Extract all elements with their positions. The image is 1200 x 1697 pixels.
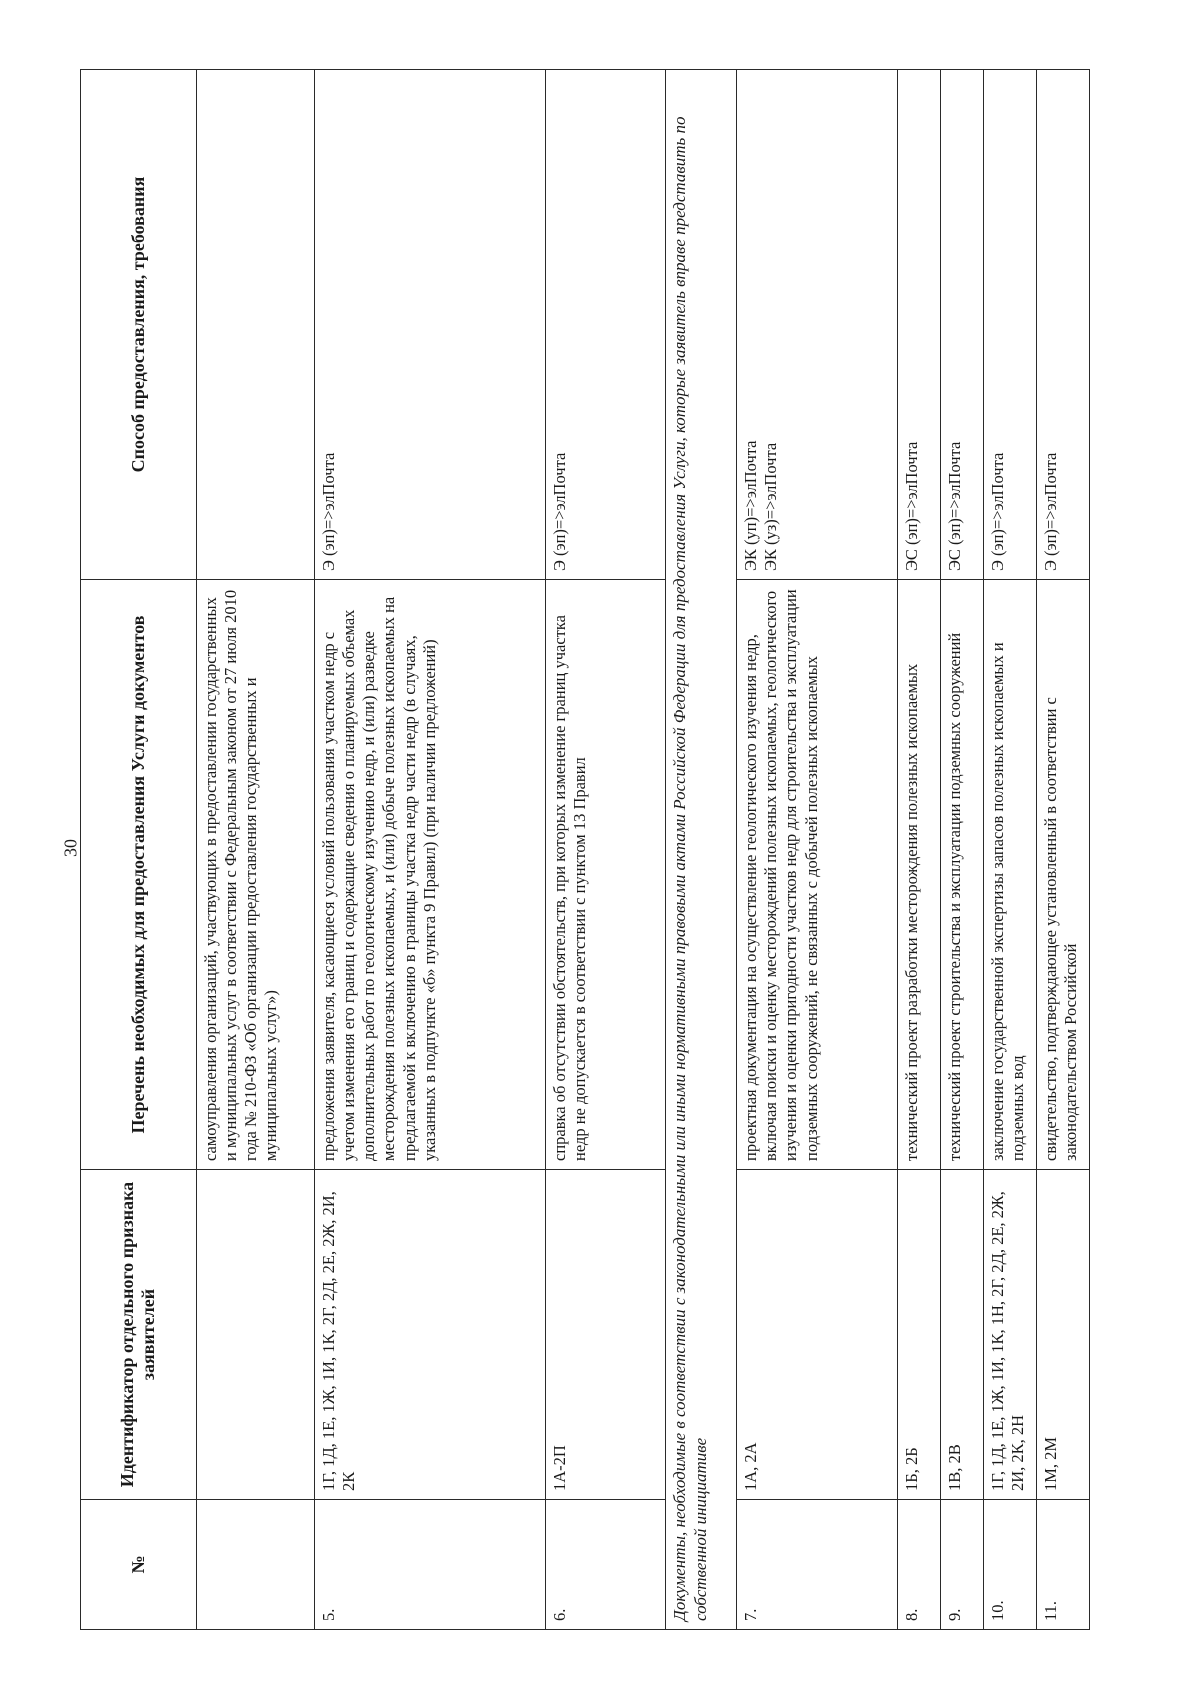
cell-method	[1037, 70, 1090, 580]
cell-docs: предложения заявителя, касающиеся условий пользования участком недр с учетом изменения его границ и содержащие сведения о планируемых объемах дополнительных работ по геологическому изучению недр, и (или) разведке месторождения полезных ископаемых, и (или) добыче полезных ископаемых на предлагаемой к включению в границы участка недр части недр (в случаях, указанных в подпункте «б» пункта 9 Правил) (при наличии предложений)	[315, 580, 546, 1170]
method-line: Э (эп)=>элПочта	[550, 452, 569, 571]
cell-docs: самоуправления организаций, участвующих в предоставлении государственных и муниципальных услуг в соответствии с Федеральным законом от 27 июля 2010 года № 210-ФЗ «Об организации предоставления государственных и муниципальных услуг»)	[196, 580, 314, 1170]
method-line: ЭК (уп)=>элПочта	[741, 440, 761, 571]
table-row	[315, 70, 546, 1630]
table-row-continuation	[196, 70, 314, 1630]
cell-num: 7.	[737, 1500, 898, 1630]
cell-method	[737, 70, 898, 580]
section-title: Документы, необходимые в соответствии с законодательными или иными нормативными правовыми актами Российской Федерации для предоставления Услуги, которые заявитель вправе представить по собственной инициативе	[666, 70, 737, 1630]
method-line: Э (эп)=>элПочта	[988, 452, 1008, 571]
cell-docs: технический проект строительства и эксплуатации подземных сооружений	[941, 580, 984, 1170]
header-num: №	[81, 1500, 197, 1630]
method-line: ЭС (эп)=>элПочта	[902, 441, 922, 571]
cell-num: 11.	[1037, 1500, 1090, 1630]
cell-docs: свидетельство, подтверждающее установленный в соответствии с законодательством Российской	[1037, 580, 1090, 1170]
cell-id: 1Г, 1Д, 1Е, 1Ж, 1И, 1К, 2Г, 2Д, 2Е, 2Ж, 2И, 2К	[315, 1170, 546, 1500]
cell-id: 1А-2П	[546, 1170, 666, 1500]
cell-method	[941, 70, 984, 580]
method-line: Э (эп)=>элПочта	[1041, 452, 1061, 571]
cell-num: 6.	[546, 1500, 666, 1630]
table-row	[984, 70, 1037, 1630]
page-number: 30	[60, 839, 81, 858]
cell-num	[196, 1500, 314, 1630]
cell-method	[315, 70, 546, 580]
cell-method	[898, 70, 941, 580]
cell-docs: справка об отсутствии обстоятельств, при которых изменение границ участка недр не допускается в соответствии с пунктом 13 Правил	[546, 580, 666, 1170]
method-line: Э (эп)=>элПочта	[319, 452, 339, 571]
cell-method	[546, 70, 666, 580]
table-row	[737, 70, 898, 1630]
table-header-row	[81, 70, 197, 1630]
table-row	[898, 70, 941, 1630]
header-method: Способ предоставления, требования	[81, 70, 197, 580]
cell-docs: технический проект разработки месторождения полезных ископаемых	[898, 580, 941, 1170]
cell-num: 9.	[941, 1500, 984, 1630]
header-id: Идентификатор отдельного признака заявителей	[81, 1170, 197, 1500]
table-row	[941, 70, 984, 1630]
cell-id: 1А, 2А	[737, 1170, 898, 1500]
cell-method	[984, 70, 1037, 580]
cell-num: 10.	[984, 1500, 1037, 1630]
cell-docs: проектная документация на осуществление геологического изучения недр, включая поиски и оценку месторождений полезных ископаемых, геологического изучения и оценки пригодности участков недр для строительства и эксплуатации подземных сооружений, не связанных с добычей полезных ископаемых	[737, 580, 898, 1170]
cell-id: 1М, 2М	[1037, 1170, 1090, 1500]
cell-num: 8.	[898, 1500, 941, 1630]
cell-num: 5.	[315, 1500, 546, 1630]
cell-docs: заключение государственной экспертизы запасов полезных ископаемых и подземных вод	[984, 580, 1037, 1170]
header-docs: Перечень необходимых для предоставления Услуги документов	[81, 580, 197, 1170]
section-heading-row	[666, 70, 737, 1630]
method-line: ЭС (эп)=>элПочта	[945, 441, 965, 571]
requirements-table	[80, 69, 1090, 1630]
table-row	[1037, 70, 1090, 1630]
document-sheet	[80, 70, 1090, 1630]
cell-id: 1В, 2В	[941, 1170, 984, 1500]
cell-method	[196, 70, 314, 580]
method-line: ЭК (уз)=>элПочта	[761, 442, 781, 571]
cell-id	[196, 1170, 314, 1500]
cell-id: 1Г, 1Д, 1Е, 1Ж, 1И, 1К, 1Н, 2Г, 2Д, 2Е, 2Ж, 2И, 2К, 2Н	[984, 1170, 1037, 1500]
cell-id: 1Б, 2Б	[898, 1170, 941, 1500]
table-row	[546, 70, 666, 1630]
